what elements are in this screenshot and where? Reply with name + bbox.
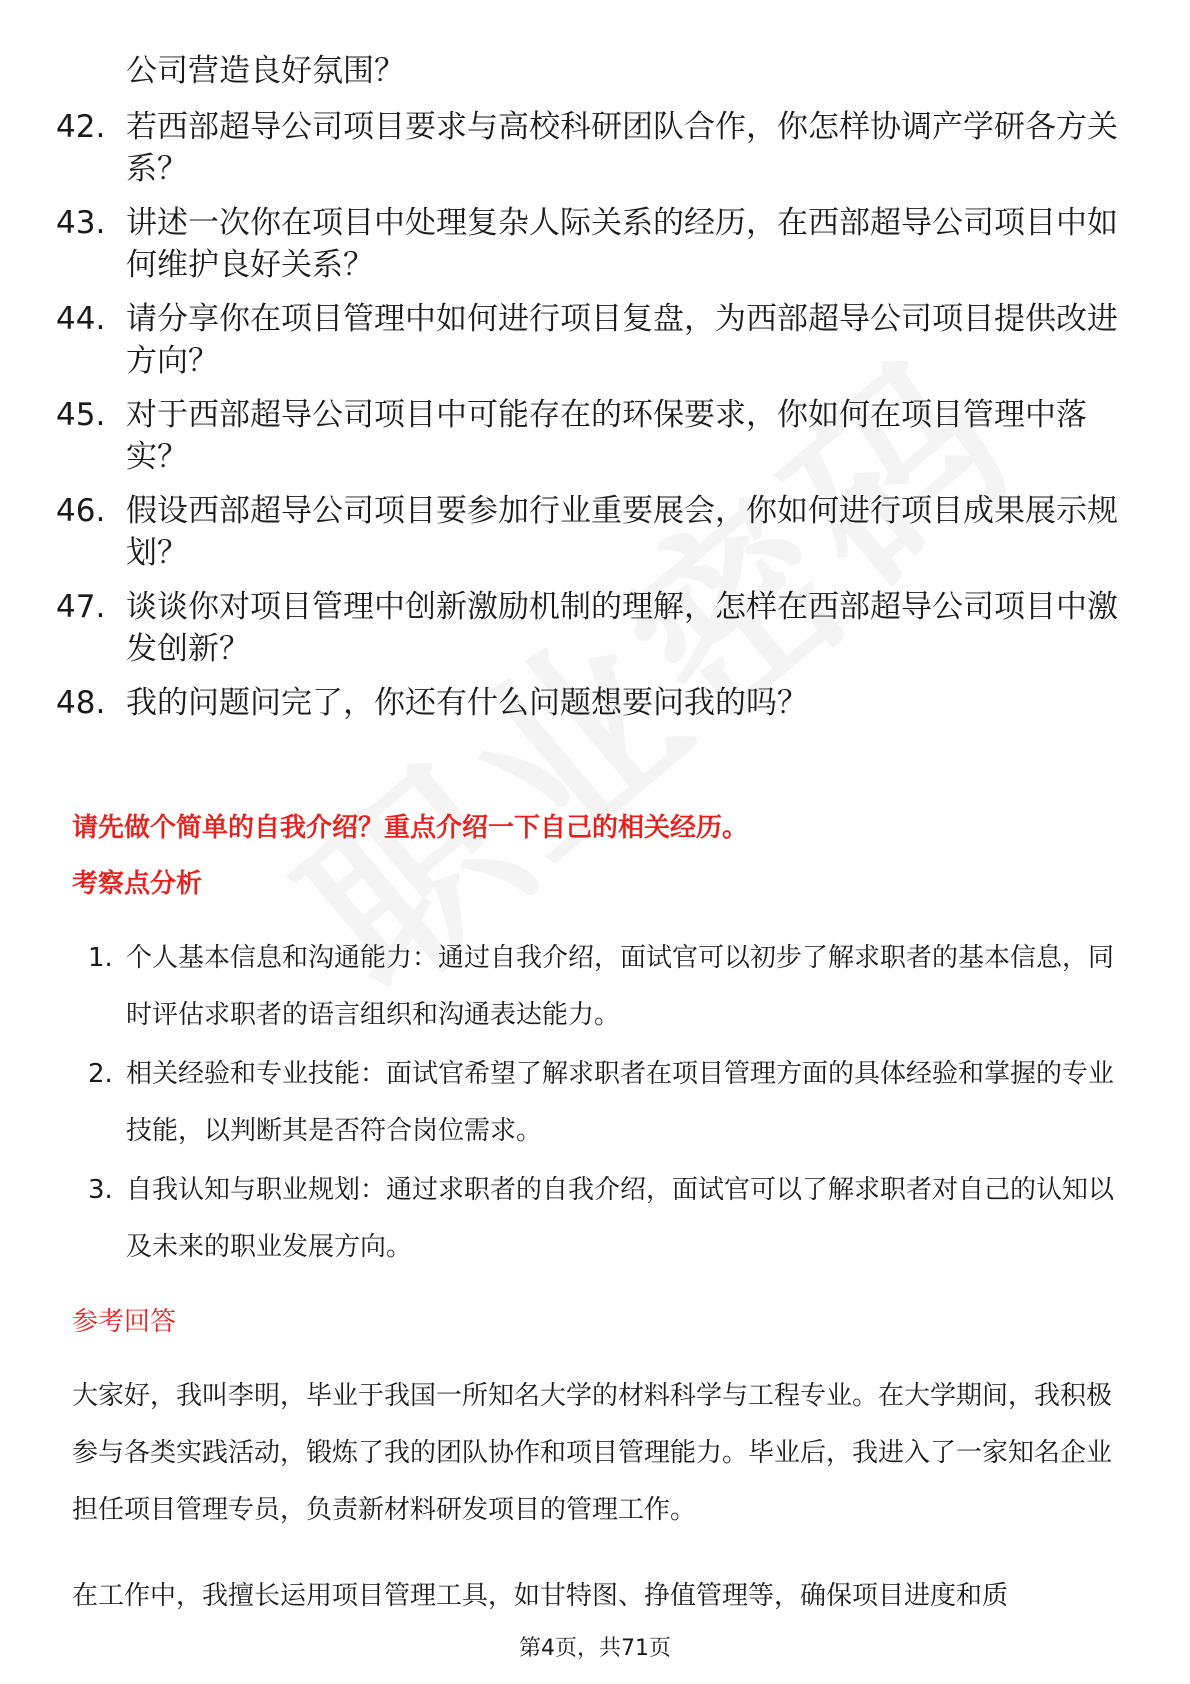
continuation-text: 公司营造良好氛围？ bbox=[126, 53, 405, 89]
question-text: 我的问题问完了，你还有什么问题想要问我的吗？ bbox=[126, 685, 808, 721]
analysis-number: 2. bbox=[88, 1059, 113, 1089]
answer-paragraph: 在工作中，我擅长运用项目管理工具，如甘特图、挣值管理等，确保项目进度和质 bbox=[72, 1581, 1009, 1611]
analysis-text: 个人基本信息和沟通能力：通过自我介绍，面试官可以初步了解求职者的基本信息，同时评估求职者的语言组织和沟通表达能力。 bbox=[126, 943, 1115, 1030]
answer-heading: 参考回答 bbox=[72, 1307, 177, 1337]
question-text: 对于西部超导公司项目中可能存在的环保要求，你如何在项目管理中落实？ bbox=[126, 397, 1087, 475]
question-number: 46. bbox=[56, 493, 106, 529]
question-number: 48. bbox=[56, 685, 106, 721]
question-text: 假设西部超导公司项目要参加行业重要展会，你如何进行项目成果展示规划？ bbox=[126, 493, 1118, 571]
analysis-text: 自我认知与职业规划：通过求职者的自我介绍，面试官可以了解求职者对自己的认知以及未来的职业发展方向。 bbox=[126, 1175, 1115, 1262]
question-number: 44. bbox=[56, 301, 106, 337]
question-text: 谈谈你对项目管理中创新激励机制的理解，怎样在西部超导公司项目中激发创新？ bbox=[126, 589, 1118, 667]
question-text: 请分享你在项目管理中如何进行项目复盘，为西部超导公司项目提供改进方向？ bbox=[126, 301, 1118, 379]
question-number: 43. bbox=[56, 205, 106, 241]
answer-paragraph: 大家好，我叫李明，毕业于我国一所知名大学的材料科学与工程专业。在大学期间，我积极参与各类实践活动，锻炼了我的团队协作和项目管理能力。毕业后，我进入了一家知名企业担任项目管理专员，负责新材料研发项目的管理工作。 bbox=[72, 1381, 1113, 1525]
question-number: 42. bbox=[56, 109, 106, 145]
analysis-number: 3. bbox=[88, 1175, 113, 1205]
analysis-text: 相关经验和专业技能：面试官希望了解求职者在项目管理方面的具体经验和掌握的专业技能，以判断其是否符合岗位需求。 bbox=[126, 1059, 1115, 1146]
analysis-heading: 考察点分析 bbox=[72, 869, 203, 899]
question-text: 若西部超导公司项目要求与高校科研团队合作，你怎样协调产学研各方关系？ bbox=[126, 109, 1118, 187]
page-number: 第4页，共71页 bbox=[519, 1636, 671, 1661]
analysis-number: 1. bbox=[88, 943, 113, 973]
question-text: 讲述一次你在项目中处理复杂人际关系的经历，在西部超导公司项目中如何维护良好关系？ bbox=[126, 205, 1118, 283]
interview-question-heading: 请先做个简单的自我介绍？重点介绍一下自己的相关经历。 bbox=[72, 813, 749, 843]
question-number: 45. bbox=[56, 397, 106, 433]
question-number: 47. bbox=[56, 589, 106, 625]
